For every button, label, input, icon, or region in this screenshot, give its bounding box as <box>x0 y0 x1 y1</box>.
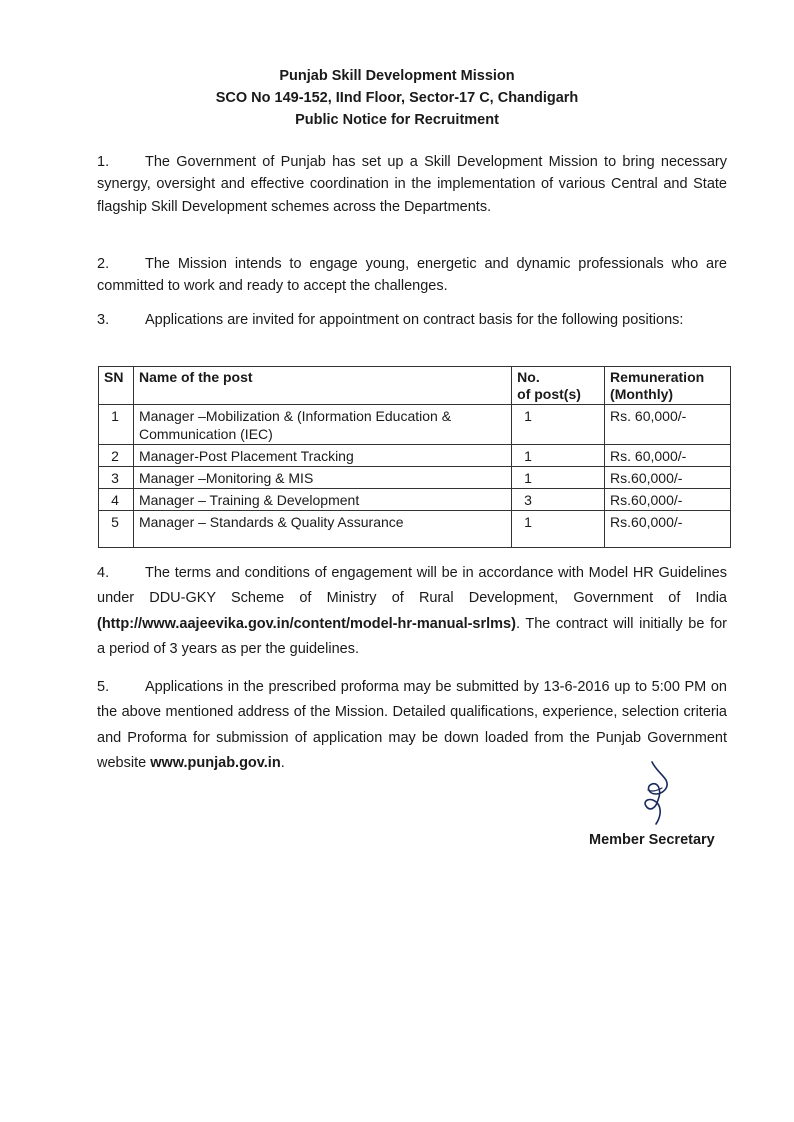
header-remuneration: Remuneration (Monthly) <box>605 367 731 405</box>
table-row <box>99 445 731 467</box>
header-post-count: No. of post(s) <box>512 367 605 405</box>
signature-icon <box>632 760 682 830</box>
website-link[interactable]: www.punjab.gov.in <box>150 754 281 771</box>
notice-title: Public Notice for Recruitment <box>295 112 499 128</box>
cell-sn: 3 <box>99 467 134 489</box>
paragraph-number: 5. <box>97 679 110 695</box>
cell-post-count: 1 <box>512 405 605 445</box>
cell-post-name: Manager-Post Placement Tracking <box>133 445 511 467</box>
cell-post-count: 1 <box>512 511 605 548</box>
table-row <box>99 511 731 548</box>
signatory-title: Member Secretary <box>589 832 715 848</box>
paragraph-text: Applications in the prescribed proforma may be submitted by 13-6-2016 up to 5:00 PM on the above mentioned address of the Mission. Detailed qualifications, experience, selection criteria and Proforma for submission of application may be down loaded from the Punjab Government website <box>97 679 727 771</box>
paragraph-4 <box>97 561 727 662</box>
paragraph-1 <box>97 151 727 218</box>
notice-header <box>0 65 794 131</box>
cell-post-name: Manager –Monitoring & MIS <box>133 467 511 489</box>
cell-remuneration: Rs.60,000/- <box>605 467 731 489</box>
cell-sn: 5 <box>99 511 134 548</box>
paragraph-text-cont: . The contract will initially be for a period of 3 years as per the guidelines. <box>97 615 727 657</box>
paragraph-2 <box>97 253 727 298</box>
cell-remuneration: Rs.60,000/- <box>605 489 731 511</box>
paragraph-text: The terms and conditions of engagement will be in accordance with Model HR Guidelines under DDU-GKY Scheme of Ministry of Rural Development, Government of India <box>97 565 727 607</box>
paragraph-text: The Mission intends to engage young, energetic and dynamic professionals who are committed to work and ready to accept the challenges. <box>97 256 727 295</box>
cell-post-name: Manager – Standards & Quality Assurance <box>133 511 511 548</box>
cell-post-count: 3 <box>512 489 605 511</box>
table-header-row <box>99 367 731 405</box>
table-row <box>99 489 731 511</box>
cell-post-name: Manager – Training & Development <box>133 489 511 511</box>
header-sn: SN <box>99 367 134 405</box>
cell-remuneration: Rs.60,000/- <box>605 511 731 548</box>
cell-post-count: 1 <box>512 467 605 489</box>
org-address: SCO No 149-152, IInd Floor, Sector-17 C, Chandigarh <box>215 90 579 106</box>
paragraph-text-cont: . <box>280 754 285 771</box>
cell-sn: 1 <box>99 405 134 445</box>
hr-manual-link[interactable]: (http://www.aajeevika.gov.in/content/model-hr-manual-srlms) <box>97 615 516 632</box>
cell-sn: 4 <box>99 489 134 511</box>
paragraph-text: The Government of Punjab has set up a Skill Development Mission to bring necessary synergy, oversight and effective coordination in the implementation of various Central and State flagship Skill Development schemes across the Departments. <box>97 154 727 215</box>
cell-remuneration: Rs. 60,000/- <box>605 405 731 445</box>
cell-post-name: Manager –Mobilization & (Information Education & Communication (IEC) <box>133 405 511 445</box>
cell-post-count: 1 <box>512 445 605 467</box>
cell-remuneration: Rs. 60,000/- <box>605 445 731 467</box>
paragraph-3 <box>97 309 727 331</box>
paragraph-number: 2. <box>97 256 110 272</box>
paragraph-number: 3. <box>97 312 110 328</box>
cell-sn: 2 <box>99 445 134 467</box>
paragraph-text: Applications are invited for appointment on contract basis for the following positions: <box>145 312 684 328</box>
paragraph-number: 1. <box>97 154 110 170</box>
header-post-name: Name of the post <box>133 367 511 405</box>
org-name: Punjab Skill Development Mission <box>279 68 515 84</box>
posts-table <box>98 366 731 548</box>
table-row <box>99 405 731 445</box>
table-row <box>99 467 731 489</box>
paragraph-number: 4. <box>97 565 110 581</box>
